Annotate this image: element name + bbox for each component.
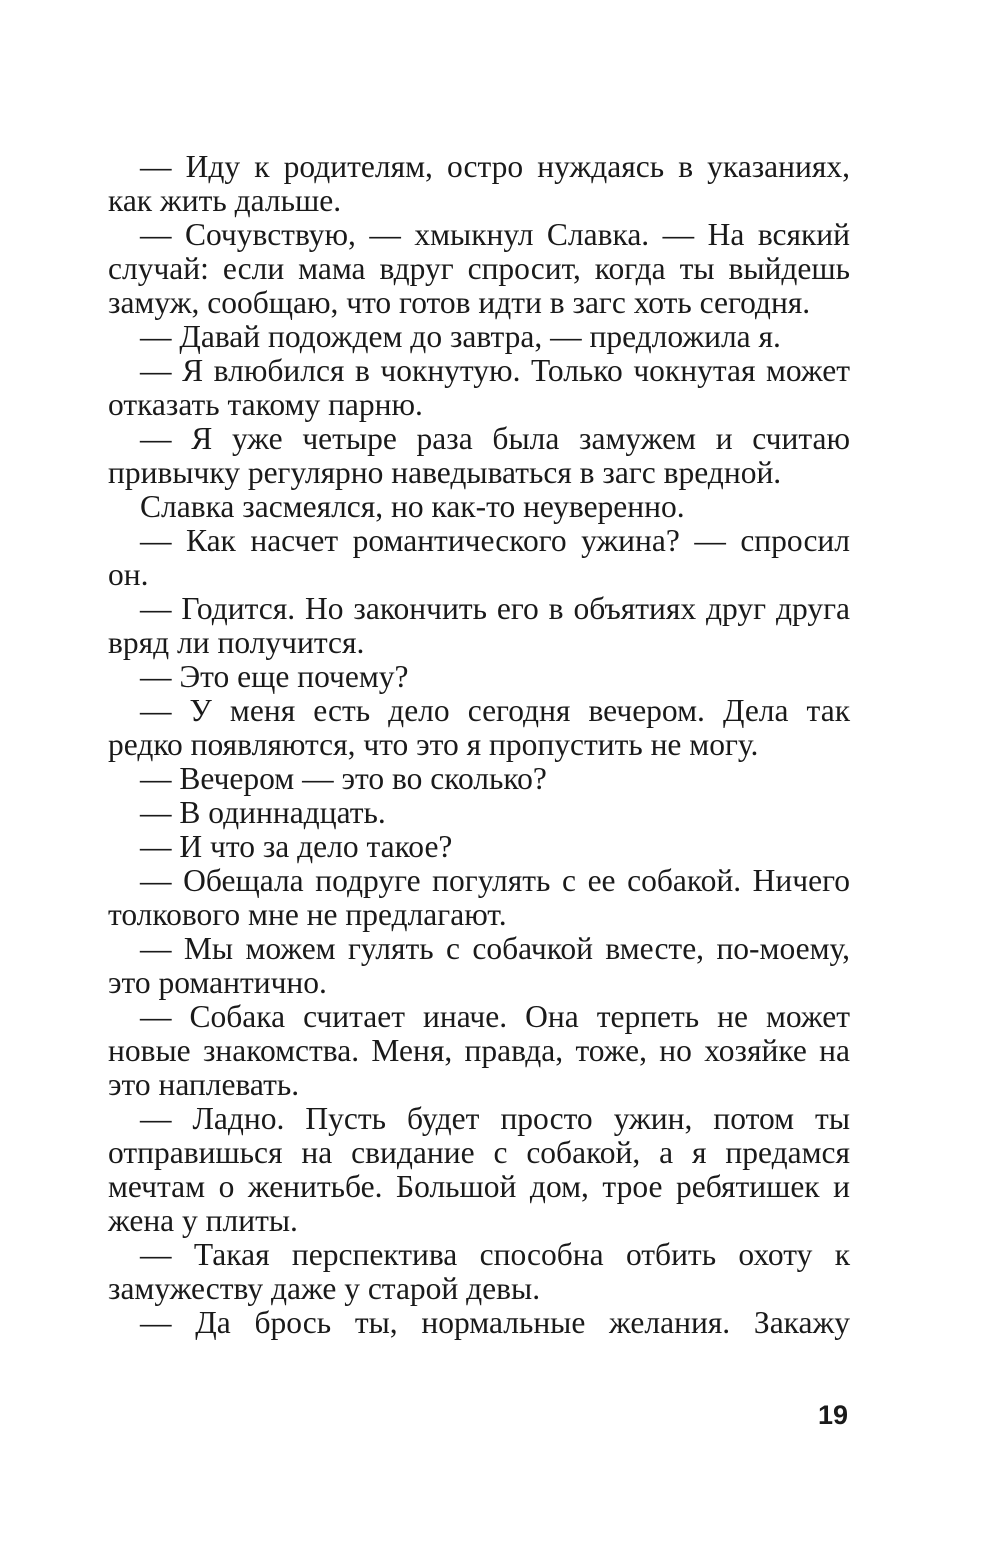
paragraph: Славка засмеялся, но как-то неуверенно. [140, 489, 685, 524]
paragraph: — Сочувствую, — хмыкнул Славка. — На всякий случай: если мама вдруг спросит, когда ты выйдешь замуж, сообщаю, что готов идти в загс хоть сегодня. [108, 217, 850, 320]
paragraph: — Давай подождем до завтра, — предложила я. [140, 319, 781, 354]
paragraph: — Это еще почему? [140, 659, 409, 694]
paragraph: — Как насчет романтического ужина? — спросил он. [108, 523, 850, 592]
paragraph: — Собака считает иначе. Она терпеть не может новые знакомства. Меня, правда, тоже, но хозяйке на это наплевать. [108, 999, 850, 1102]
page-body [108, 150, 850, 1340]
page-number: 19 [817, 1400, 848, 1430]
paragraph: — Иду к родителям, остро нуждаясь в указаниях, как жить дальше. [108, 149, 850, 218]
paragraph: — Ладно. Пусть будет просто ужин, потом ты отправишься на свидание с собакой, а я предамся мечтам о женитьбе. Большой дом, трое ребятишек и жена у плиты. [108, 1101, 850, 1238]
paragraph: — Обещала подруге погулять с ее собакой. Ничего толкового мне не предлагают. [108, 863, 850, 932]
paragraph: — Я уже четыре раза была замужем и считаю привычку регулярно наведываться в загс вредной. [108, 421, 850, 490]
paragraph: — Вечером — это во сколько? [140, 761, 547, 796]
paragraph-continued: — Да брось ты, нормальные желания. Закажу [140, 1305, 850, 1340]
paragraph: — И что за дело такое? [140, 829, 453, 864]
paragraph: — Годится. Но закончить его в объятиях друг друга вряд ли получится. [108, 591, 850, 660]
paragraph: — Мы можем гулять с собачкой вместе, по-моему, это романтично. [108, 931, 850, 1000]
paragraph: — Такая перспектива способна отбить охоту к замужеству даже у старой девы. [108, 1237, 850, 1306]
paragraph: — В одиннадцать. [140, 795, 386, 830]
paragraph: — Я влюбился в чокнутую. Только чокнутая может отказать такому парню. [108, 353, 850, 422]
paragraph: — У меня есть дело сегодня вечером. Дела так редко появляются, что это я пропустить не могу. [108, 693, 850, 762]
